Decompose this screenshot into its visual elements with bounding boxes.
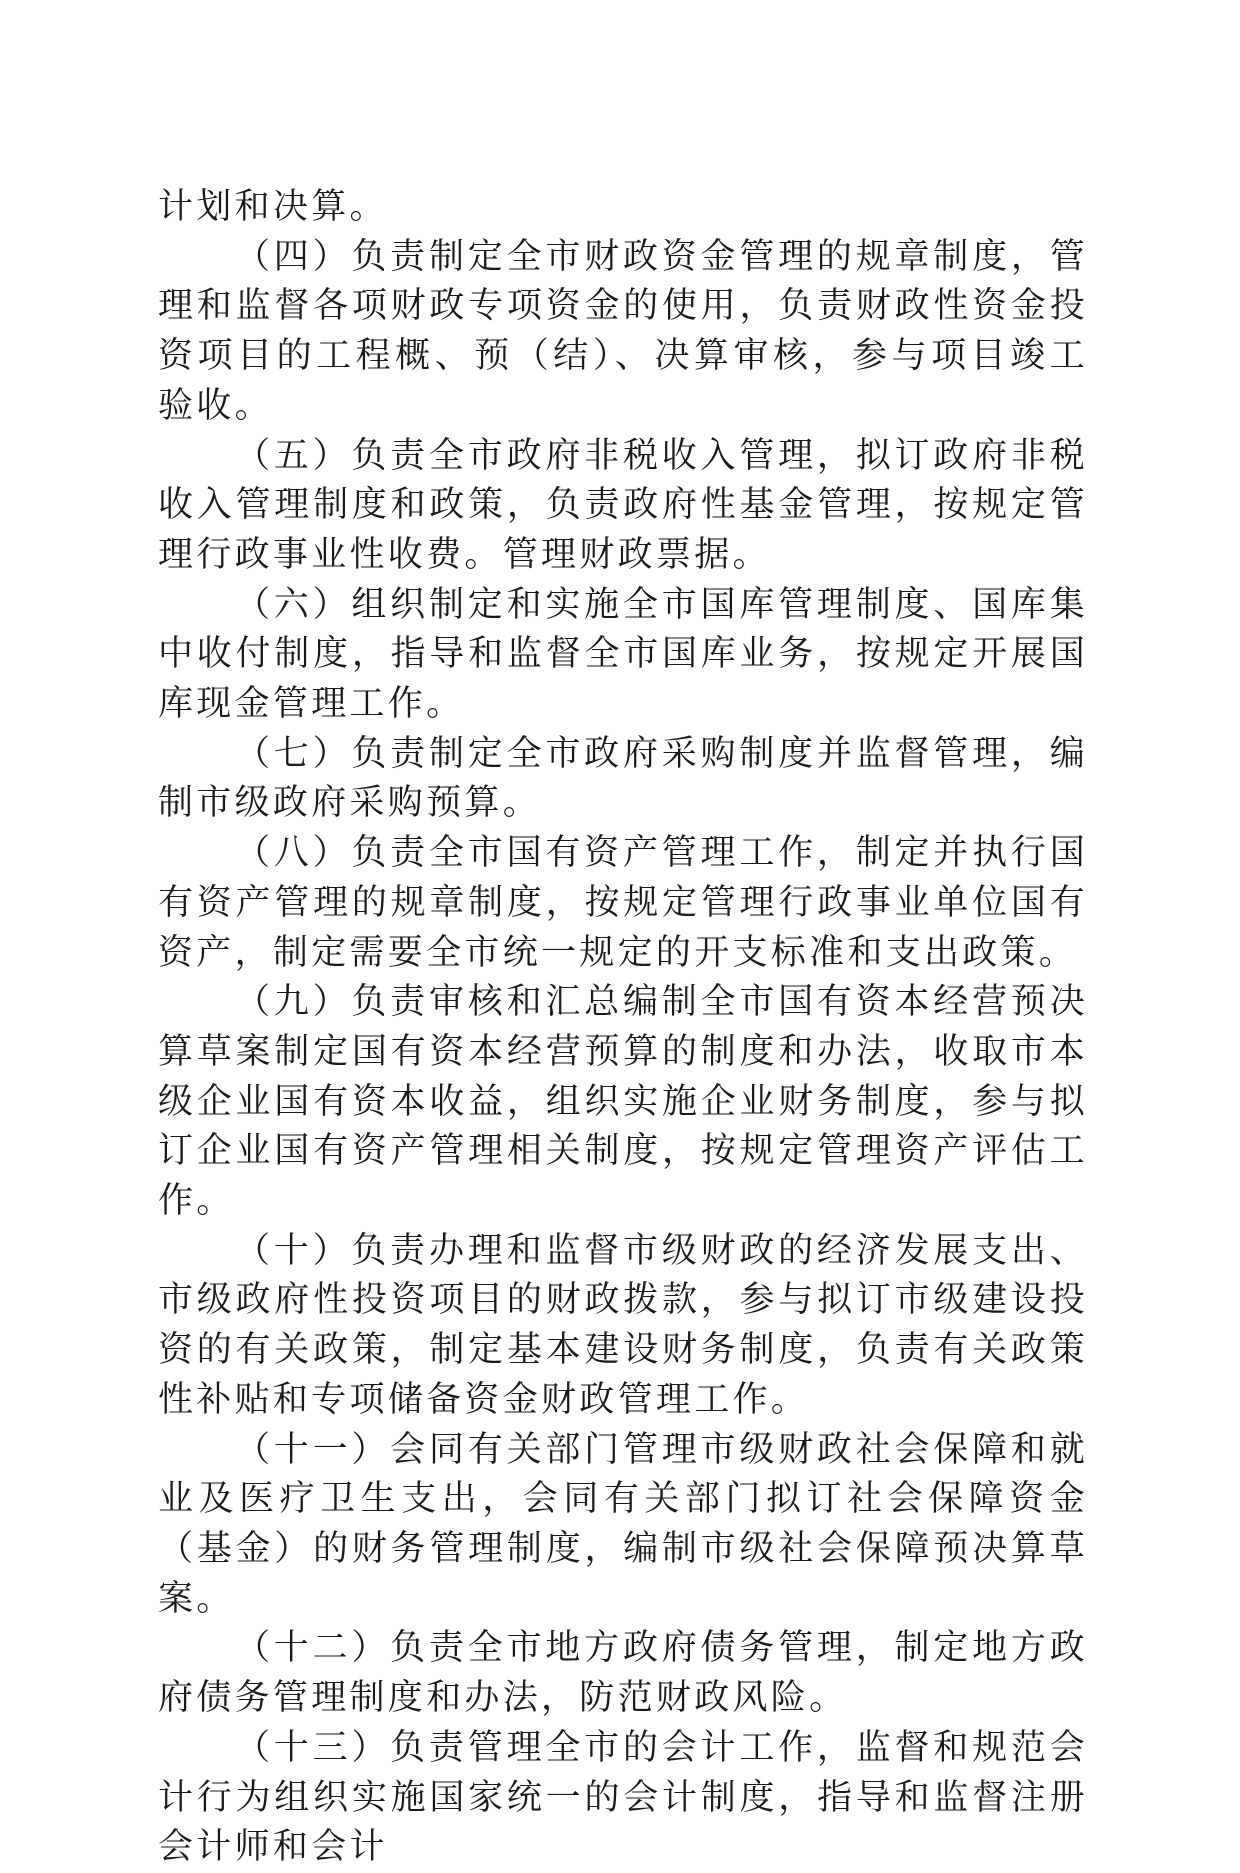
paragraph-item-8: （八）负责全市国有资产管理工作，制定并执行国有资产管理的规章制度，按规定管理行政事业单位国有资产，制定需要全市统一规定的开支标准和支出政策。 (158, 833, 1088, 973)
paragraph-item-10: （十）负责办理和监督市级财政的经济发展支出、市级政府性投资项目的财政拨款，参与拟订市级建设投资的有关政策，制定基本建设财务制度，负责有关政策性补贴和专项储备资金财政管理工作。 (158, 1230, 1088, 1420)
paragraph-continuation: 计划和决算。 (158, 187, 388, 227)
paragraph-item-5: （五）负责全市政府非税收入管理，拟订政府非税收入管理制度和政策，负责政府性基金管理，按规定管理行政事业性收费。管理财政票据。 (158, 435, 1088, 575)
paragraph-item-7: （七）负责制定全市政府采购制度并监督管理，编制市级政府采购预算。 (158, 733, 1088, 824)
paragraph-item-13: （十三）负责管理全市的会计工作，监督和规范会计行为组织实施国家统一的会计制度，指导和监督注册会计师和会计 (158, 1727, 1088, 1868)
paragraph-item-11: （十一）会同有关部门管理市级财政社会保障和就业及医疗卫生支出，会同有关部门拟订社会保障资金（基金）的财务管理制度，编制市级社会保障预决算草案。 (158, 1429, 1088, 1619)
paragraph-item-4: （四）负责制定全市财政资金管理的规章制度，管理和监督各项财政专项资金的使用，负责财政性资金投资项目的工程概、预（结）、决算审核，参与项目竣工验收。 (158, 236, 1088, 426)
paragraph-item-12: （十二）负责全市地方政府债务管理，制定地方政府债务管理制度和办法，防范财政风险。 (158, 1628, 1088, 1719)
paragraph-item-6: （六）组织制定和实施全市国库管理制度、国库集中收付制度，指导和监督全市国库业务，按规定开展国库现金管理工作。 (158, 584, 1088, 725)
document-body (158, 183, 1088, 1873)
paragraph-item-9: （九）负责审核和汇总编制全市国有资本经营预决算草案制定国有资本经营预算的制度和办法，收取市本级企业国有资本收益，组织实施企业财务制度，参与拟订企业国有资产管理相关制度，按规定管理资产评估工作。 (158, 982, 1088, 1222)
